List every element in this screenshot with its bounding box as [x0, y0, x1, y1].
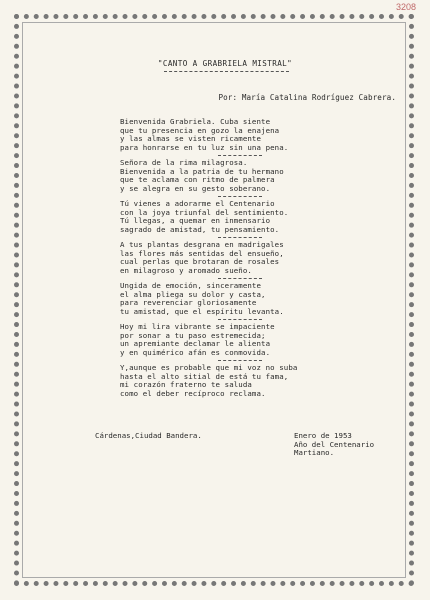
footer-date-line: Enero de 1953: [294, 431, 352, 440]
stanza: [120, 323, 400, 357]
stanza-separator: [218, 237, 262, 238]
stanza-separator: [218, 319, 262, 320]
poem-line: Bienvenida Grabriela. Cuba siente: [120, 117, 271, 126]
poem-line: con la joya triunfal del sentimiento.: [120, 207, 289, 217]
stanza: [120, 241, 400, 275]
poem-line: Y,aunque es probable que mi voz no suba: [120, 363, 298, 372]
poem-line: Bienvenida a la patria de tu hermano: [120, 166, 284, 176]
title-underline: [164, 71, 289, 72]
poem-line: Señora de la rima milagrosa.: [120, 158, 248, 167]
poem-body: [120, 118, 400, 398]
footer-place: Cárdenas,Ciudad Bandera.: [95, 431, 202, 440]
footer-date-line: Año del Centenario: [294, 439, 375, 449]
poem-line: hasta el alto sitial de está tu fama,: [120, 371, 289, 381]
poem-line: Tú llegas, a quemar en inmensario: [120, 216, 271, 225]
stanza-separator: [218, 196, 262, 197]
poem-line: que tu presencia en gozo la enajena: [120, 125, 280, 135]
poem-line: un apremiante declamar le alienta: [120, 339, 271, 348]
footer-date-line: Martiano.: [294, 448, 335, 457]
poem-line: y las almas se visten ricamente: [120, 134, 262, 143]
poem-line: en milagroso y aromado sueño.: [120, 265, 252, 275]
stanza: [120, 282, 400, 316]
poem-line: tu amistad, que el espíritu levanta.: [120, 306, 284, 316]
poem-line: Tú vienes a adorarme el Centenario: [120, 199, 275, 208]
footer-date: [294, 432, 374, 458]
poem-line: sagrado de amistad, tu pensamiento.: [120, 224, 280, 234]
poem-line: Ungida de emoción, sinceramente: [120, 281, 262, 290]
poem-line: por sonar a tu paso estremecida;: [120, 330, 266, 340]
poem-line: mi corazón fraterno te saluda: [120, 380, 252, 389]
stanza: [120, 118, 400, 152]
stanza: [120, 159, 400, 193]
poem-line: y se alegra en su gesto soberano.: [120, 183, 271, 193]
poem-line: como el deber recíproco reclama.: [120, 388, 266, 398]
stanza-separator: [218, 360, 262, 361]
poem-line: el alma pliega su dolor y casta,: [120, 289, 266, 299]
stanza: [120, 364, 400, 398]
poem-line: Hoy mi lira vibrante se impaciente: [120, 322, 275, 331]
stanza-separator: [218, 155, 262, 156]
poem-line: A tus plantas desgrana en madrigales: [120, 240, 284, 249]
poem-line: y en quimérico afán es conmovida.: [120, 347, 271, 357]
poem-title: "CANTO A GRABRIELA MISTRAL": [157, 59, 293, 68]
archive-number: 3208: [395, 2, 416, 12]
document-content: [40, 60, 400, 398]
author-line: Por: María Catalina Rodríguez Cabrera.: [218, 92, 396, 102]
poem-line: las flores más sentidas del ensueño,: [120, 248, 284, 258]
stanza-separator: [218, 278, 262, 279]
poem-line: cual perlas que brotaran de rosales: [120, 257, 280, 266]
poem-line: para reverenciar gloriosamente: [120, 298, 257, 307]
poem-line: para honrarse en tu luz sin una pena.: [120, 142, 289, 152]
stanza: [120, 200, 400, 234]
poem-line: que te aclama con ritmo de palmera: [120, 175, 275, 184]
